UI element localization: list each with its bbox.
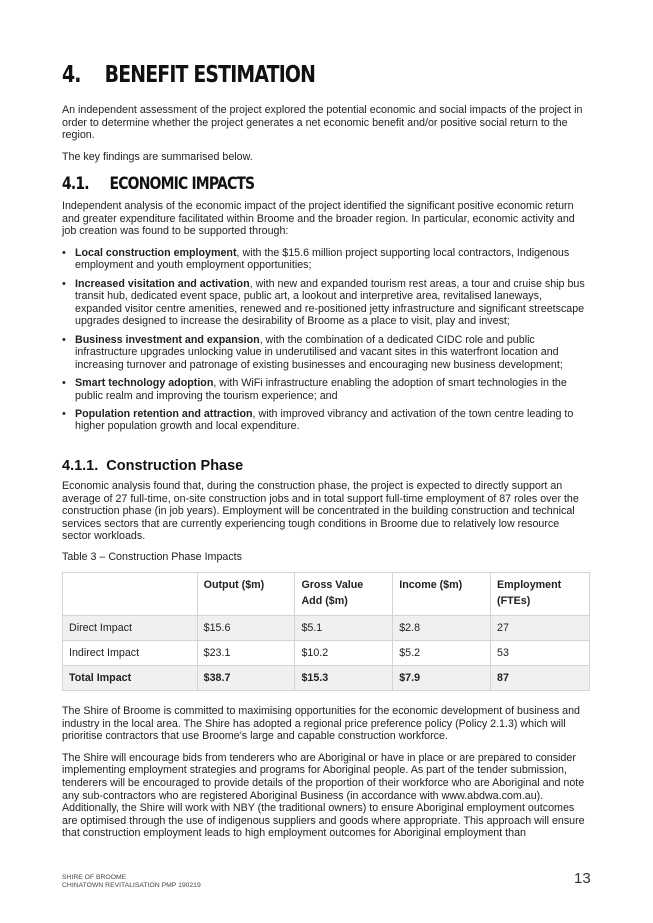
subsubsection-number: 4.1.1. <box>62 458 99 474</box>
table-caption: Table 3 – Construction Phase Impacts <box>62 550 243 563</box>
bullet-text: , with improved vibrancy and activation of the town centre leading to higher population growth and local expenditure. <box>75 407 574 433</box>
bullet-population <box>62 408 590 433</box>
table-cell: 53 <box>491 641 590 666</box>
table-header-cell: Employment (FTEs) <box>491 573 590 616</box>
table-cell: 87 <box>491 666 590 691</box>
table-cell: Total Impact <box>63 666 198 691</box>
subsubsection-title: Construction Phase <box>106 458 244 474</box>
bullet-title: Smart technology adoption <box>75 376 214 389</box>
table-cell: $10.2 <box>295 641 393 666</box>
page-number: 13 <box>574 870 591 887</box>
economic-impacts-block <box>62 200 590 438</box>
bullet-title: Population retention and attraction <box>75 407 253 420</box>
closing-block <box>62 705 590 840</box>
construction-impacts-table <box>62 572 590 691</box>
footer-document: CHINATOWN REVITALISATION PMP 190219 <box>62 882 201 889</box>
table-header-cell: Income ($m) <box>393 573 491 616</box>
bullet-text: , with the $15.6 million project supporting local contractors, Indigenous employment and youth employment opportunities; <box>75 246 570 272</box>
construction-phase-block <box>62 480 590 564</box>
table-header-cell: Output ($m) <box>197 573 295 616</box>
table-header-cell: Gross Value Add ($m) <box>295 573 393 616</box>
page-footer <box>62 874 201 890</box>
bullet-text: , with the combination of a dedicated CIDC role and public infrastructure upgrades unlocking value in underutilised and vacant sites in this waterfront location and increasing turnover and patronage of existing businesses and encouraging new business development; <box>75 333 563 371</box>
subsection-title: ECONOMIC IMPACTS <box>109 174 255 194</box>
section-heading <box>62 62 315 88</box>
subsubsection-heading <box>62 458 243 474</box>
table-cell: $5.1 <box>295 616 393 641</box>
subsection-heading <box>62 174 254 194</box>
table-total-row <box>63 666 590 691</box>
table-row <box>63 641 590 666</box>
bullet-title: Increased visitation and activation <box>75 277 250 290</box>
footer-organisation: SHIRE OF BROOME <box>62 874 127 881</box>
section-title: BENEFIT ESTIMATION <box>104 62 316 88</box>
table-cell: $23.1 <box>197 641 295 666</box>
bullet-title: Business investment and expansion <box>75 333 260 346</box>
table-cell: $7.9 <box>393 666 491 691</box>
bullet-text: , with WiFi infrastructure enabling the adoption of smart technologies in the public realm and improving the tourism experience; and <box>75 376 567 402</box>
impact-bullet-list <box>62 247 590 433</box>
table-header-cell <box>63 573 198 616</box>
intro-block <box>62 104 590 163</box>
impacts-table-wrapper <box>62 572 590 691</box>
closing-paragraph-policy: The Shire of Broome is committed to maximising opportunities for the economic development of business and industry in the local area. The Shire has adopted a regional price preference policy (Policy 2.1.3) which will prioritise contractors that use Broome’s large and capable construction workforce. <box>62 705 581 743</box>
economic-impacts-paragraph: Independent analysis of the economic impact of the project identified the significant positive economic return and greater expenditure facilitated within Broome and the broader region. In particular, economic activity and job creation was found to be supported through: <box>62 200 575 238</box>
closing-paragraph-aboriginal: The Shire will encourage bids from tenderers who are Aboriginal or have in place or are prepared to consider implementing employment strategies and programs for Aboriginal people. As part of the tender submission, tenderers will be encouraged to provide details of the proportion of their workforce who are Aboriginal and note any sub-contractors who are registered Aboriginal Business (in accordance with www.abdwa.com.au). Additionally, the Shire will work with NBY (the traditional owners) to ensure Aboriginal employment outcomes are optimised through the use of indigenous suppliers and goods where appropriate. This approach will ensure that construction employment leads to high employment outcomes for Aboriginal employment than <box>62 751 585 840</box>
table-cell: $15.3 <box>295 666 393 691</box>
bullet-text: , with new and expanded tourism rest areas, a tour and cruise ship bus transit hub, dedicated event space, public art, a lookout and interpretive area, revitalised laneways, expanded visitor centre amenities, renewed and re-positioned jetty infrastructure and significant streetscape upgrades designed to increase the desirability of Broome as a place to visit, play and invest; <box>75 277 585 328</box>
bullet-business-investment <box>62 334 590 372</box>
subsection-number: 4.1. <box>62 174 89 194</box>
table-header-row <box>63 573 590 616</box>
section-number: 4. <box>62 62 81 88</box>
intro-paragraph: An independent assessment of the project explored the potential economic and social impacts of the project in order to determine whether the project generates a net economic benefit and/or positive social return to the region. <box>62 104 583 142</box>
table-cell: $15.6 <box>197 616 295 641</box>
intro-key-findings: The key findings are summarised below. <box>62 150 253 163</box>
construction-phase-paragraph: Economic analysis found that, during the construction phase, the project is expected to directly support an average of 27 full-time, on-site construction jobs and in total support full-time employment of 87 roles over the construction phase (in job years). Employment will be concentrated in the building construction and technical services sectors that are currently experiencing tough conditions in Broome due to relatively low resource sector workloads. <box>62 480 579 543</box>
table-cell: Direct Impact <box>63 616 198 641</box>
table-cell: Indirect Impact <box>63 641 198 666</box>
table-cell: 27 <box>491 616 590 641</box>
bullet-visitation <box>62 278 590 328</box>
table-cell: $2.8 <box>393 616 491 641</box>
bullet-local-construction <box>62 247 590 272</box>
bullet-smart-technology <box>62 377 590 402</box>
table-cell: $5.2 <box>393 641 491 666</box>
table-cell: $38.7 <box>197 666 295 691</box>
bullet-title: Local construction employment <box>75 246 237 259</box>
table-row <box>63 616 590 641</box>
